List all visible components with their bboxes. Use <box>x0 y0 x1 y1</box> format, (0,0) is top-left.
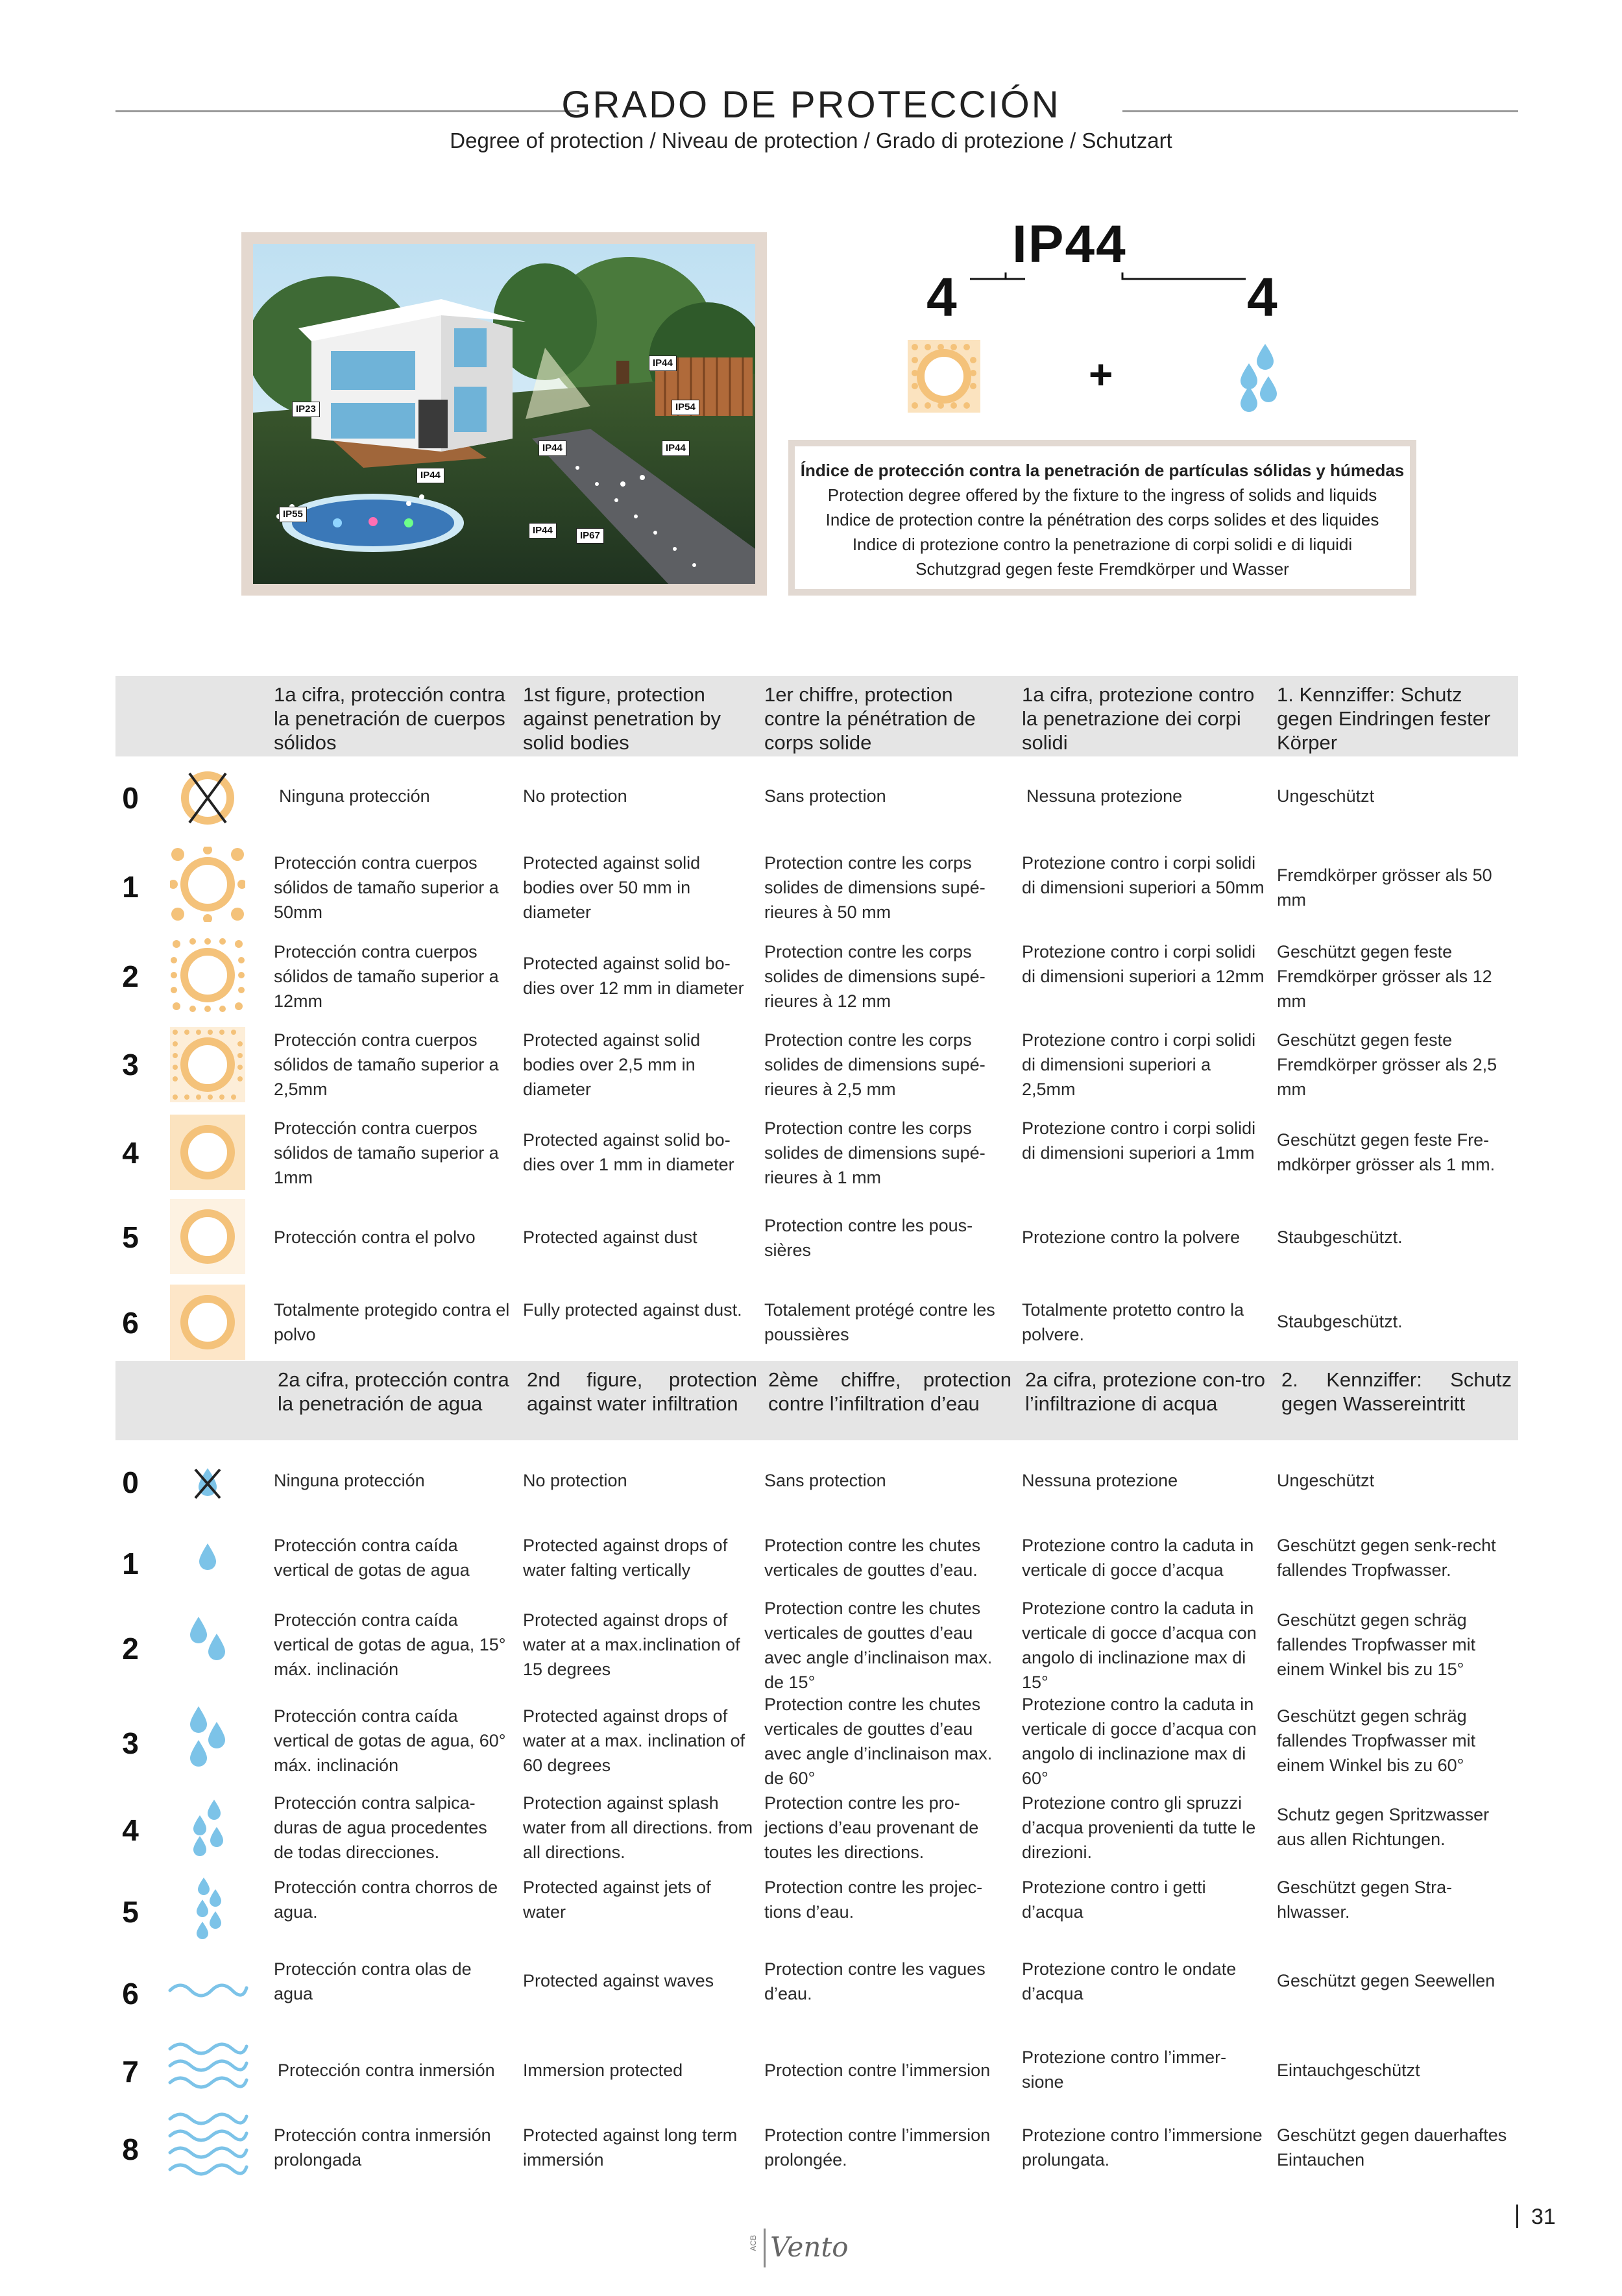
ip-code: IP44 <box>1012 215 1127 274</box>
solids-4-row-icon <box>170 1115 245 1190</box>
solids-3-icon <box>170 1027 245 1102</box>
water-cell-it: Nessuna protezione <box>1022 1471 1178 1490</box>
solids-cell-fr: Protection contre les corps solides de dimensions supé-rieures à 12 mm <box>764 942 986 1011</box>
solids-header-fr: 1er chiffre, protection contre la pénétration de corps solide <box>764 683 976 754</box>
water-2-icon <box>186 1614 231 1666</box>
water-cell-de: Schutz gegen Spritzwasser aus allen Richtungen. <box>1277 1805 1490 1849</box>
solids-cell-en: Protected against solid bodies over 2,5 mm in diameter <box>523 1030 701 1099</box>
solids-cell-es: Totalmente protegido contra el polvo <box>274 1300 510 1344</box>
solids-header-de: 1. Kennziffer: Schutz gegen Eindringen fester Körper <box>1277 683 1491 754</box>
water-3-icon <box>186 1704 231 1775</box>
page-number: 31 <box>1531 2205 1556 2229</box>
solids-cell-en: No protection <box>523 786 627 806</box>
solids-cell-es: Ninguna protección <box>279 786 430 806</box>
solids-cell-de: Geschützt gegen feste Fremdkörper grösser als 2,5 mm <box>1277 1030 1497 1099</box>
ip-label: IP23 <box>292 402 320 417</box>
water-cell-fr: Protection contre les projec-tions d’eau. <box>764 1878 983 1922</box>
water-cell-fr: Protection contre les vagues d’eau. <box>764 1959 986 2003</box>
water-cell-fr: Protection contre l’immersion <box>764 2060 991 2080</box>
water-cell-en: Protected against drops of water falting vertically <box>523 1536 728 1580</box>
logo-small-text: ACB <box>749 2235 758 2251</box>
solids-cell-de: Staubgeschützt. <box>1277 1312 1403 1331</box>
water-cell-de: Geschützt gegen schräg fallendes Tropfwasser mit einem Winkel bis zu 60° <box>1277 1706 1476 1775</box>
solids-cell-it: Protezione contro la polvere <box>1022 1227 1241 1247</box>
water-cell-de: Geschützt gegen Seewellen <box>1277 1971 1495 1990</box>
water-cell-es: Protección contra caída vertical de gotas de agua, 60° máx. inclinación <box>274 1706 506 1775</box>
water-6-wave-icon <box>167 1972 248 2005</box>
water-row-number: 2 <box>122 1632 139 1665</box>
solids-cell-en: Protected against solid bodies over 50 mm in diameter <box>523 853 701 922</box>
water-row-number: 3 <box>122 1726 139 1760</box>
water-cell-de: Geschützt gegen dauerhaftes Eintauchen <box>1277 2125 1507 2169</box>
water-cell-it: Protezione contro gli spruzzi d’acqua provenienti da tutte le direzioni. <box>1022 1793 1256 1862</box>
water-cell-it: Protezione contro la caduta in verticale di gocce d’acqua <box>1022 1536 1254 1580</box>
description-es: Índice de protección contra la penetración de partículas sólidas y húmedas <box>800 461 1405 480</box>
solids-row-number: 6 <box>122 1306 139 1340</box>
page-number-bar <box>1516 2205 1518 2228</box>
water-cell-es: Protección contra salpica-duras de agua procedentes de todas direcciones. <box>274 1793 487 1862</box>
solids-cell-it: Nessuna protezione <box>1026 786 1183 806</box>
water-row-number: 6 <box>122 1977 139 2011</box>
water-header-it: 2a cifra, protezione con-tro l’infiltrazione di acqua <box>1025 1368 1265 1415</box>
water-cell-de: Geschützt gegen senk-recht fallendes Tropfwasser. <box>1277 1536 1496 1580</box>
solids-header-it: 1a cifra, protezione contro la penetrazione dei corpi solidi <box>1022 683 1255 754</box>
water-cell-it: Protezione contro la caduta in verticale di gocce d’acqua con angolo di inclinazione max di 60° <box>1022 1695 1257 1788</box>
water-cell-fr: Sans protection <box>764 1471 886 1490</box>
logo-text: Vento <box>770 2231 849 2263</box>
water-cell-fr: Protection contre les chutes verticales de gouttes d’eau avec angle d’inclinaison max. de 60° <box>764 1695 993 1788</box>
water-cell-es: Protección contra chorros de agua. <box>274 1878 498 1922</box>
solids-cell-it: Protezione contro i corpi solidi di dimensioni superiori a 12mm <box>1022 942 1265 986</box>
ip-second-digit: 4 <box>1247 267 1277 328</box>
water-cell-de: Eintauchgeschützt <box>1277 2060 1420 2080</box>
ip-first-digit: 4 <box>926 267 957 328</box>
solids-cell-fr: Protection contre les pous-sières <box>764 1216 973 1260</box>
solids-cell-de: Staubgeschützt. <box>1277 1227 1403 1247</box>
solids-row-number: 1 <box>122 870 139 904</box>
water-row-number: 8 <box>122 2133 139 2166</box>
ip-label: IP44 <box>649 356 677 371</box>
ip-label: IP44 <box>539 441 566 456</box>
solids-cell-en: Protected against dust <box>523 1227 697 1247</box>
logo-bar <box>764 2229 766 2267</box>
description-en: Protection degree offered by the fixture to the ingress of solids and liquids <box>827 485 1377 505</box>
solids-cell-en: Fully protected against dust. <box>523 1300 742 1320</box>
water-cell-en: Protected against waves <box>523 1971 714 1990</box>
water-cell-fr: Protection contre les pro-jections d’eau provenant de toutes les directions. <box>764 1793 979 1862</box>
water-cell-es: Protección contra caída vertical de gotas de agua <box>274 1536 470 1580</box>
solids-cell-de: Geschützt gegen feste Fre-mdkörper grösser als 1 mm. <box>1277 1130 1495 1174</box>
solids-row-number: 2 <box>122 960 139 993</box>
solids-header-en: 1st figure, protection against penetration by solid bodies <box>523 683 721 754</box>
water-cell-en: Protected against drops of water at a max. inclination of 60 degrees <box>523 1706 745 1775</box>
water-cell-it: Protezione contro l’immersione prolungata. <box>1022 2125 1263 2169</box>
description-it: Indice di protezione contro la penetrazione di corpi solidi e di liquidi <box>852 535 1353 554</box>
page-subtitle: Degree of protection / Niveau de protection / Grado di protezione / Schutzart <box>450 128 1172 152</box>
solids-cell-es: Protección contra cuerpos sólidos de tamaño superior a 1mm <box>274 1118 499 1187</box>
solids-2-icon <box>170 937 245 1013</box>
solids-row-number: 5 <box>122 1220 139 1254</box>
solids-cell-fr: Protection contre les corps solides de dimensions supé-rieures à 1 mm <box>764 1118 986 1187</box>
water-4-icon <box>189 1797 228 1862</box>
water-8-wave-icon <box>167 2109 248 2180</box>
solids-cell-en: Protected against solid bo-dies over 12 mm in diameter <box>523 954 744 998</box>
solids-cell-es: Protección contra el polvo <box>274 1227 476 1247</box>
solids-cell-fr: Protection contre les corps solides de dimensions supé-rieures à 50 mm <box>764 853 986 922</box>
water-cell-es: Ninguna protección <box>274 1471 425 1490</box>
water-row-number: 4 <box>122 1813 139 1847</box>
solids-cell-en: Protected against solid bo-dies over 1 mm in diameter <box>523 1130 734 1174</box>
water-row-number: 1 <box>122 1547 139 1580</box>
ip-label: IP44 <box>529 523 557 538</box>
water-cell-es: Protección contra inmersión <box>278 2060 495 2080</box>
description-fr: Indice de protection contre la pénétration des corps solides et des liquides <box>825 510 1379 529</box>
solids-0-icon <box>175 766 240 830</box>
water-row-number: 5 <box>122 1895 139 1929</box>
solids-cell-it: Protezione contro i corpi solidi di dimensioni superiori a 50mm <box>1022 853 1265 897</box>
plus-sign: + <box>1089 351 1113 398</box>
water-4-icon <box>1236 341 1281 412</box>
water-cell-en: No protection <box>523 1471 627 1490</box>
water-cell-fr: Protection contre les chutes verticales de gouttes d’eau avec angle d’inclinaison max. de 15° <box>764 1599 993 1692</box>
water-cell-en: Protected against jets of water <box>523 1878 711 1922</box>
water-cell-de: Geschützt gegen Stra-hlwasser. <box>1277 1878 1453 1922</box>
page-title: GRADO DE PROTECCIÓN <box>561 84 1061 126</box>
solids-cell-de: Ungeschützt <box>1277 786 1375 806</box>
water-cell-es: Protección contra olas de agua <box>274 1959 472 2003</box>
description-de: Schutzgrad gegen feste Fremdkörper und Wasser <box>915 559 1289 579</box>
solids-5-icon <box>170 1199 245 1274</box>
water-row-number: 7 <box>122 2055 139 2088</box>
ip-label: IP44 <box>417 468 444 483</box>
water-cell-fr: Protection contre l’immersion prolongée. <box>764 2125 991 2169</box>
ip-label: IP67 <box>576 528 604 544</box>
water-cell-it: Protezione contro l’immer-sione <box>1022 2048 1227 2092</box>
house-illustration <box>253 244 755 584</box>
solids-row-number: 0 <box>122 781 139 815</box>
water-header-fr: 2ème chiffre, protection contre l’infiltration d’eau <box>768 1368 1011 1415</box>
solids-cell-de: Geschützt gegen feste Fremdkörper grösser als 12 mm <box>1277 942 1492 1011</box>
solids-cell-fr: Protection contre les corps solides de dimensions supé-rieures à 2,5 mm <box>764 1030 986 1099</box>
solids-row-number: 4 <box>122 1136 139 1170</box>
water-cell-en: Immersion protected <box>523 2060 683 2080</box>
solids-cell-it: Protezione contro i corpi solidi di dimensioni superiori a 1mm <box>1022 1118 1256 1163</box>
water-header-de: 2. Kennziffer: Schutz gegen Wassereintritt <box>1281 1368 1512 1415</box>
solids-cell-fr: Totalement protégé contre les poussières <box>764 1300 995 1344</box>
water-cell-es: Protección contra caída vertical de gotas de agua, 15° máx. inclinación <box>274 1610 506 1679</box>
ip-label: IP55 <box>279 507 307 522</box>
solids-cell-it: Totalmente protetto contro la polvere. <box>1022 1300 1244 1344</box>
water-1-icon <box>195 1541 221 1573</box>
solids-cell-it: Protezione contro i corpi solidi di dimensioni superiori a 2,5mm <box>1022 1030 1256 1099</box>
illustration-frame <box>241 232 767 596</box>
ip-label: IP44 <box>662 441 690 456</box>
solids-row-number: 3 <box>122 1048 139 1082</box>
solids-header-es: 1a cifra, protección contra la penetración de cuerpos sólidos <box>274 683 505 754</box>
solids-cell-fr: Sans protection <box>764 786 886 806</box>
water-cell-en: Protected against long term immersión <box>523 2125 738 2169</box>
solids-cell-es: Protección contra cuerpos sólidos de tamaño superior a 50mm <box>274 853 499 922</box>
water-cell-en: Protection against splash water from all directions. from all directions. <box>523 1793 753 1862</box>
water-5-icon <box>189 1875 228 1943</box>
water-cell-en: Protected against drops of water at a max.inclination of 15 degrees <box>523 1610 740 1679</box>
brand-logo <box>749 2222 879 2280</box>
solids-cell-de: Fremdkörper grösser als 50 mm <box>1277 865 1492 910</box>
water-header-es: 2a cifra, protección contra la penetración de agua <box>278 1368 509 1415</box>
water-cell-de: Ungeschützt <box>1277 1471 1375 1490</box>
solids-cell-es: Protección contra cuerpos sólidos de tamaño superior a 2,5mm <box>274 1030 499 1099</box>
water-header-en: 2nd figure, protection against water infiltration <box>527 1368 757 1415</box>
solids-6-icon <box>170 1285 245 1360</box>
solids-cell-es: Protección contra cuerpos sólidos de tamaño superior a 12mm <box>274 942 499 1011</box>
water-cell-it: Protezione contro i getti d’acqua <box>1022 1878 1206 1922</box>
water-cell-fr: Protection contre les chutes verticales de gouttes d’eau. <box>764 1536 981 1580</box>
ip-code-connectors <box>967 272 1259 298</box>
solids-1-icon <box>170 847 245 922</box>
water-cell-de: Geschützt gegen schräg fallendes Tropfwasser mit einem Winkel bis zu 15° <box>1277 1610 1476 1679</box>
water-7-wave-icon <box>167 2037 248 2096</box>
ip-description-box <box>788 440 1416 596</box>
water-row-number: 0 <box>122 1466 139 1499</box>
water-cell-it: Protezione contro la caduta in verticale di gocce d’acqua con angolo di inclinazione max di 15° <box>1022 1599 1257 1692</box>
water-0-icon <box>191 1463 224 1502</box>
ip-label: IP54 <box>672 400 699 415</box>
solids-4-icon <box>905 337 983 415</box>
water-cell-it: Protezione contro le ondate d’acqua <box>1022 1959 1237 2003</box>
water-cell-es: Protección contra inmersión prolongada <box>274 2125 491 2169</box>
